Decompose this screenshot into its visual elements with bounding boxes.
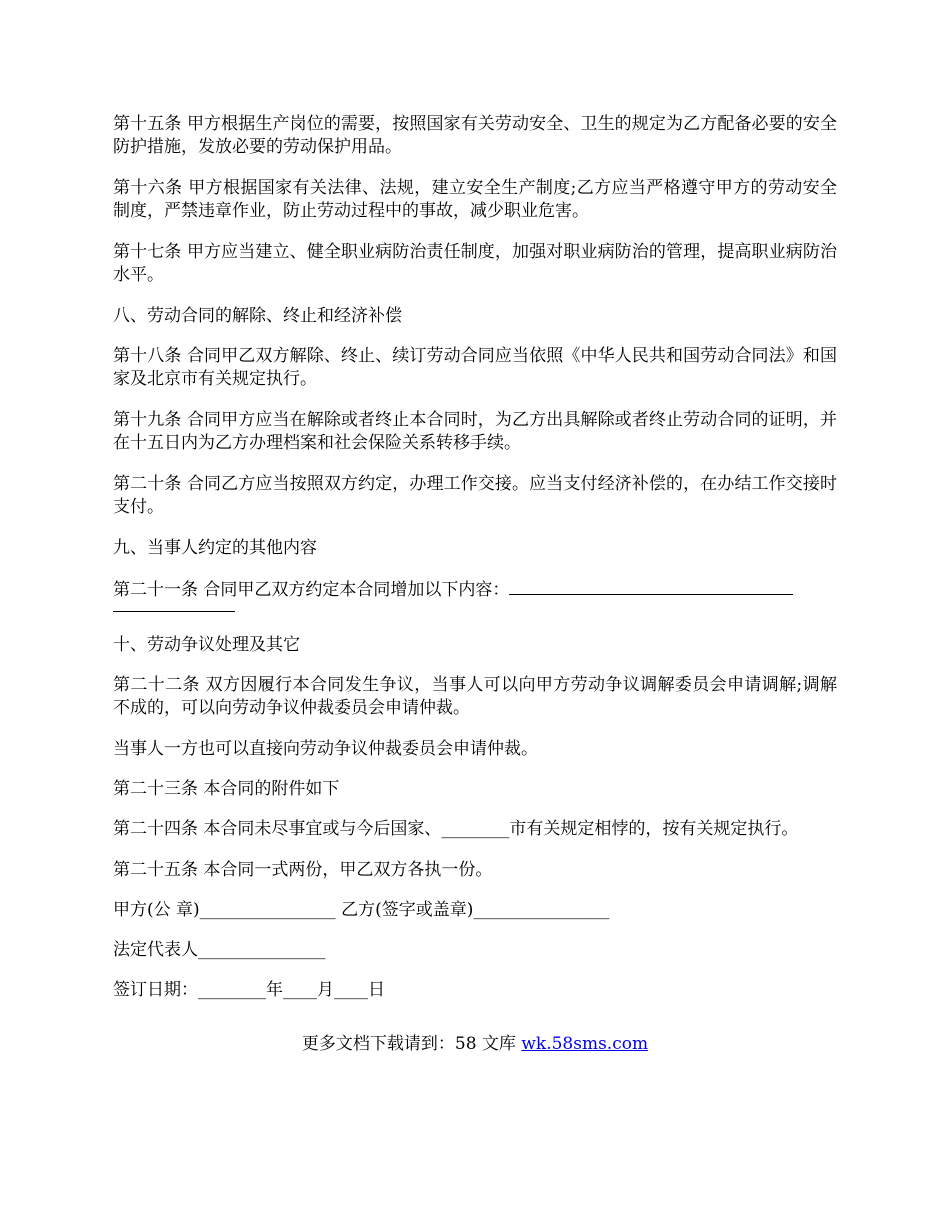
article-22: 第二十二条 双方因履行本合同发生争议，当事人可以向甲方劳动争议调解委员会申请调解;调解不成的，可以向劳动争议仲裁委员会申请仲裁。 <box>113 675 837 718</box>
article-18: 第十八条 合同甲乙双方解除、终止、续订劳动合同应当依照《中华人民共和国劳动合同法》和国家及北京市有关规定执行。 <box>113 346 837 389</box>
article-19: 第十九条 合同甲方应当在解除或者终止本合同时，为乙方出具解除或者终止劳动合同的证明，并在十五日内为乙方办理档案和社会保险关系转移手续。 <box>113 410 837 453</box>
fill-in-blank <box>509 577 793 595</box>
article-25: 第二十五条 本合同一式两份，甲乙双方各执一份。 <box>113 860 493 880</box>
article-16: 第十六条 甲方根据国家有关法律、法规，建立安全生产制度;乙方应当严格遵守甲方的劳动安全制度，严禁违章作业，防止劳动过程中的事故，减少职业危害。 <box>113 178 837 221</box>
signature-date: 签订日期：________年____月____日 <box>113 980 385 1000</box>
footer-text: 更多文档下载请到：58 文库 <box>301 1034 522 1054</box>
signature-legal-representative: 法定代表人_______________ <box>113 940 326 960</box>
footer-link[interactable]: wk.58sms.com <box>521 1034 649 1054</box>
signature-parties: 甲方(公 章)________________ 乙方(签字或盖章)________________ <box>113 900 610 920</box>
article-24: 第二十四条 本合同未尽事宜或与今后国家、________市有关规定相悖的，按有关规定执行。 <box>113 819 799 839</box>
article-20: 第二十条 合同乙方应当按照双方约定，办理工作交接。应当支付经济补偿的，在办结工作交接时支付。 <box>113 474 837 517</box>
document-body <box>113 113 837 1019</box>
footer <box>0 1033 950 1056</box>
article-23: 第二十三条 本合同的附件如下 <box>113 779 340 799</box>
section-heading-9: 九、当事人约定的其他内容 <box>113 538 317 558</box>
article-22-supplement: 当事人一方也可以直接向劳动争议仲裁委员会申请仲裁。 <box>113 739 538 759</box>
article-21-text: 第二十一条 合同甲乙双方约定本合同增加以下内容： <box>113 580 510 600</box>
article-17: 第十七条 甲方应当建立、健全职业病防治责任制度，加强对职业病防治的管理，提高职业病防治水平。 <box>113 242 837 285</box>
section-heading-10: 十、劳动争议处理及其它 <box>113 635 300 655</box>
fill-in-blank-continued <box>113 602 235 612</box>
section-heading-8: 八、劳动合同的解除、终止和经济补偿 <box>113 306 402 326</box>
article-15: 第十五条 甲方根据生产岗位的需要，按照国家有关劳动安全、卫生的规定为乙方配备必要的安全防护措施，发放必要的劳动保护用品。 <box>113 114 837 157</box>
article-21 <box>113 577 837 612</box>
